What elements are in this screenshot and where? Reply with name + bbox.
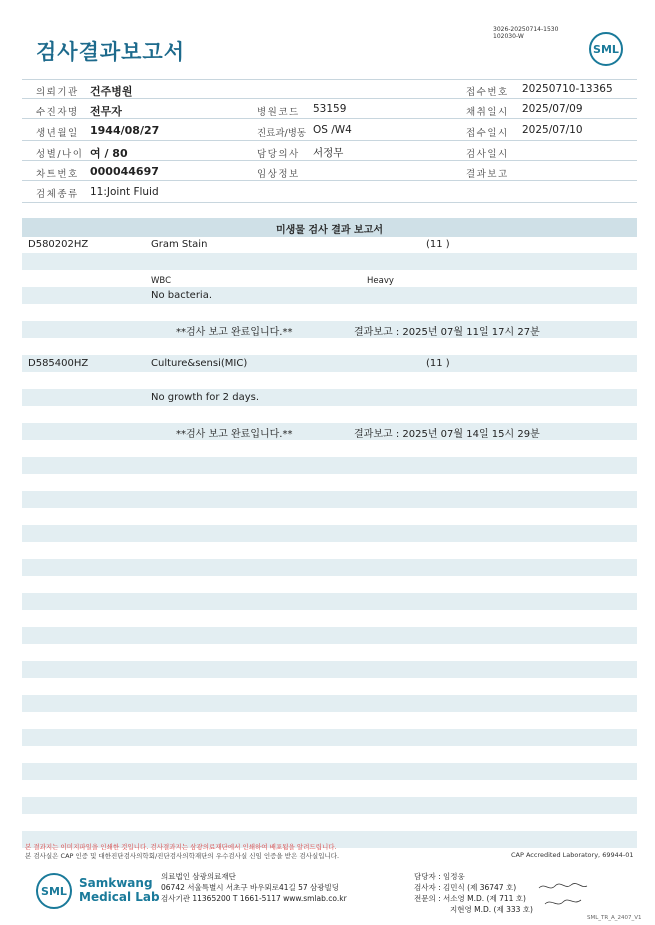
wbc-label: WBC — [151, 276, 172, 286]
document-code-line-2: 102030-W — [493, 33, 524, 40]
wbc-value: Heavy — [367, 276, 394, 286]
row-band — [22, 457, 637, 474]
row-band — [22, 491, 637, 508]
hospital-code-value: 53159 — [313, 103, 347, 115]
row-band — [22, 389, 637, 406]
patient-value: 전무자 — [90, 105, 122, 118]
specimen-value: 11:Joint Fluid — [90, 186, 159, 198]
dept-label: 진료과/병동 — [257, 128, 307, 139]
receipt-number-label: 접수번호 — [466, 87, 509, 98]
row-band — [22, 287, 637, 304]
page-title: 검사결과보고서 — [36, 40, 186, 64]
accreditation-notice: 본 검사실은 CAP 인증 및 대한진단검사의학회/진단검사의학재단의 우수검사실 신임 인증을 받은 검사실입니다. — [25, 852, 340, 860]
print-notice: 본 결과지는 이미지파일을 인쇄한 것입니다. 검사결과지는 삼광의료재단에서 인쇄하여 배포됨을 알려드립니다. — [25, 843, 337, 851]
receipt-date-value: 2025/07/10 — [522, 124, 583, 136]
brand-line-1: Samkwang — [79, 876, 153, 890]
collect-date-value: 2025/07/09 — [522, 103, 583, 115]
test2-result: No growth for 2 days. — [151, 392, 260, 403]
test1-code: D580202HZ — [28, 239, 89, 250]
receipt-date-label: 접수일시 — [466, 128, 509, 139]
specimen-label: 검체종류 — [36, 189, 79, 200]
row-band — [22, 559, 637, 576]
dept-value: OS /W4 — [313, 124, 352, 136]
clinical-info-label: 임상정보 — [257, 169, 300, 180]
specialist-1: 전문의 : 서소영 M.D. (제 711 호) — [414, 894, 526, 903]
test1-count: (11 ) — [426, 239, 450, 250]
cap-accreditation: CAP Accredited Laboratory, 69944-01 — [511, 851, 634, 859]
signature-icon — [537, 880, 589, 912]
hospital-code-label: 병원코드 — [257, 107, 300, 118]
divider — [22, 140, 637, 141]
row-band — [22, 423, 637, 440]
report-label: 결과보고 — [466, 169, 509, 180]
tester: 검사자 : 김민식 (제 36747 호) — [414, 883, 517, 892]
sex-age-label: 성별/나이 — [36, 149, 84, 160]
sml-logo-icon: SML — [36, 873, 72, 909]
divider — [22, 79, 637, 80]
test1-report-time: 결과보고 : 2025년 07월 11일 17시 27분 — [354, 327, 540, 338]
test1-complete: **검사 보고 완료입니다.** — [176, 327, 293, 338]
row-band — [22, 355, 637, 372]
row-band — [22, 321, 637, 338]
brand-line-2: Medical Lab — [79, 890, 160, 904]
sml-logo-icon: SML — [589, 32, 623, 66]
specialist-2: 지현영 M.D. (제 333 호) — [450, 905, 533, 914]
test2-code: D585400HZ — [28, 358, 89, 369]
divider — [22, 180, 637, 181]
test2-report-time: 결과보고 : 2025년 07월 14일 15시 29분 — [354, 429, 540, 440]
birth-value: 1944/08/27 — [90, 124, 160, 137]
document-code — [493, 26, 558, 40]
document-code-line-1: 3026-20250714-1530 — [493, 26, 559, 33]
divider — [22, 202, 637, 203]
row-band — [22, 525, 637, 542]
org-info — [161, 871, 347, 904]
org-address: 06742 서울특별시 서초구 바우뫼로41길 57 삼광빌딩 — [161, 883, 340, 892]
doctor-value: 서정무 — [313, 147, 344, 159]
staff-info — [414, 871, 533, 915]
row-band — [22, 797, 637, 814]
row-band — [22, 253, 637, 270]
row-band — [22, 627, 637, 644]
org-name: 의료법인 삼광의료재단 — [161, 872, 236, 881]
manager: 담당자 : 임정웅 — [414, 872, 465, 881]
birth-label: 생년월일 — [36, 128, 79, 139]
row-band — [22, 661, 637, 678]
test2-complete: **검사 보고 완료입니다.** — [176, 429, 293, 440]
brand-name — [79, 876, 160, 904]
requester-value: 건주병원 — [90, 85, 133, 98]
test2-name: Culture&sensi(MIC) — [151, 358, 248, 369]
patient-label: 수진자명 — [36, 107, 79, 118]
test2-count: (11 ) — [426, 358, 450, 369]
test1-result: No bacteria. — [151, 290, 213, 301]
receipt-number-value: 20250710-13365 — [522, 83, 613, 95]
chart-number-value: 000044697 — [90, 165, 159, 178]
section-title: 미생물 검사 결과 보고서 — [275, 225, 384, 236]
test-date-label: 검사일시 — [466, 149, 509, 160]
chart-number-label: 차트번호 — [36, 169, 79, 180]
requester-label: 의뢰기관 — [36, 87, 79, 98]
collect-date-label: 채취일시 — [466, 107, 509, 118]
test1-name: Gram Stain — [151, 239, 208, 250]
row-band — [22, 695, 637, 712]
form-code: SML_TR_A_2407_V1 — [587, 915, 642, 921]
org-contact: 검사기관 11365200 T 1661-5117 www.smlab.co.kr — [161, 894, 347, 903]
row-band — [22, 593, 637, 610]
row-band — [22, 763, 637, 780]
row-band — [22, 729, 637, 746]
doctor-label: 담당의사 — [257, 149, 300, 160]
sex-age-value: 여 / 80 — [90, 147, 128, 160]
